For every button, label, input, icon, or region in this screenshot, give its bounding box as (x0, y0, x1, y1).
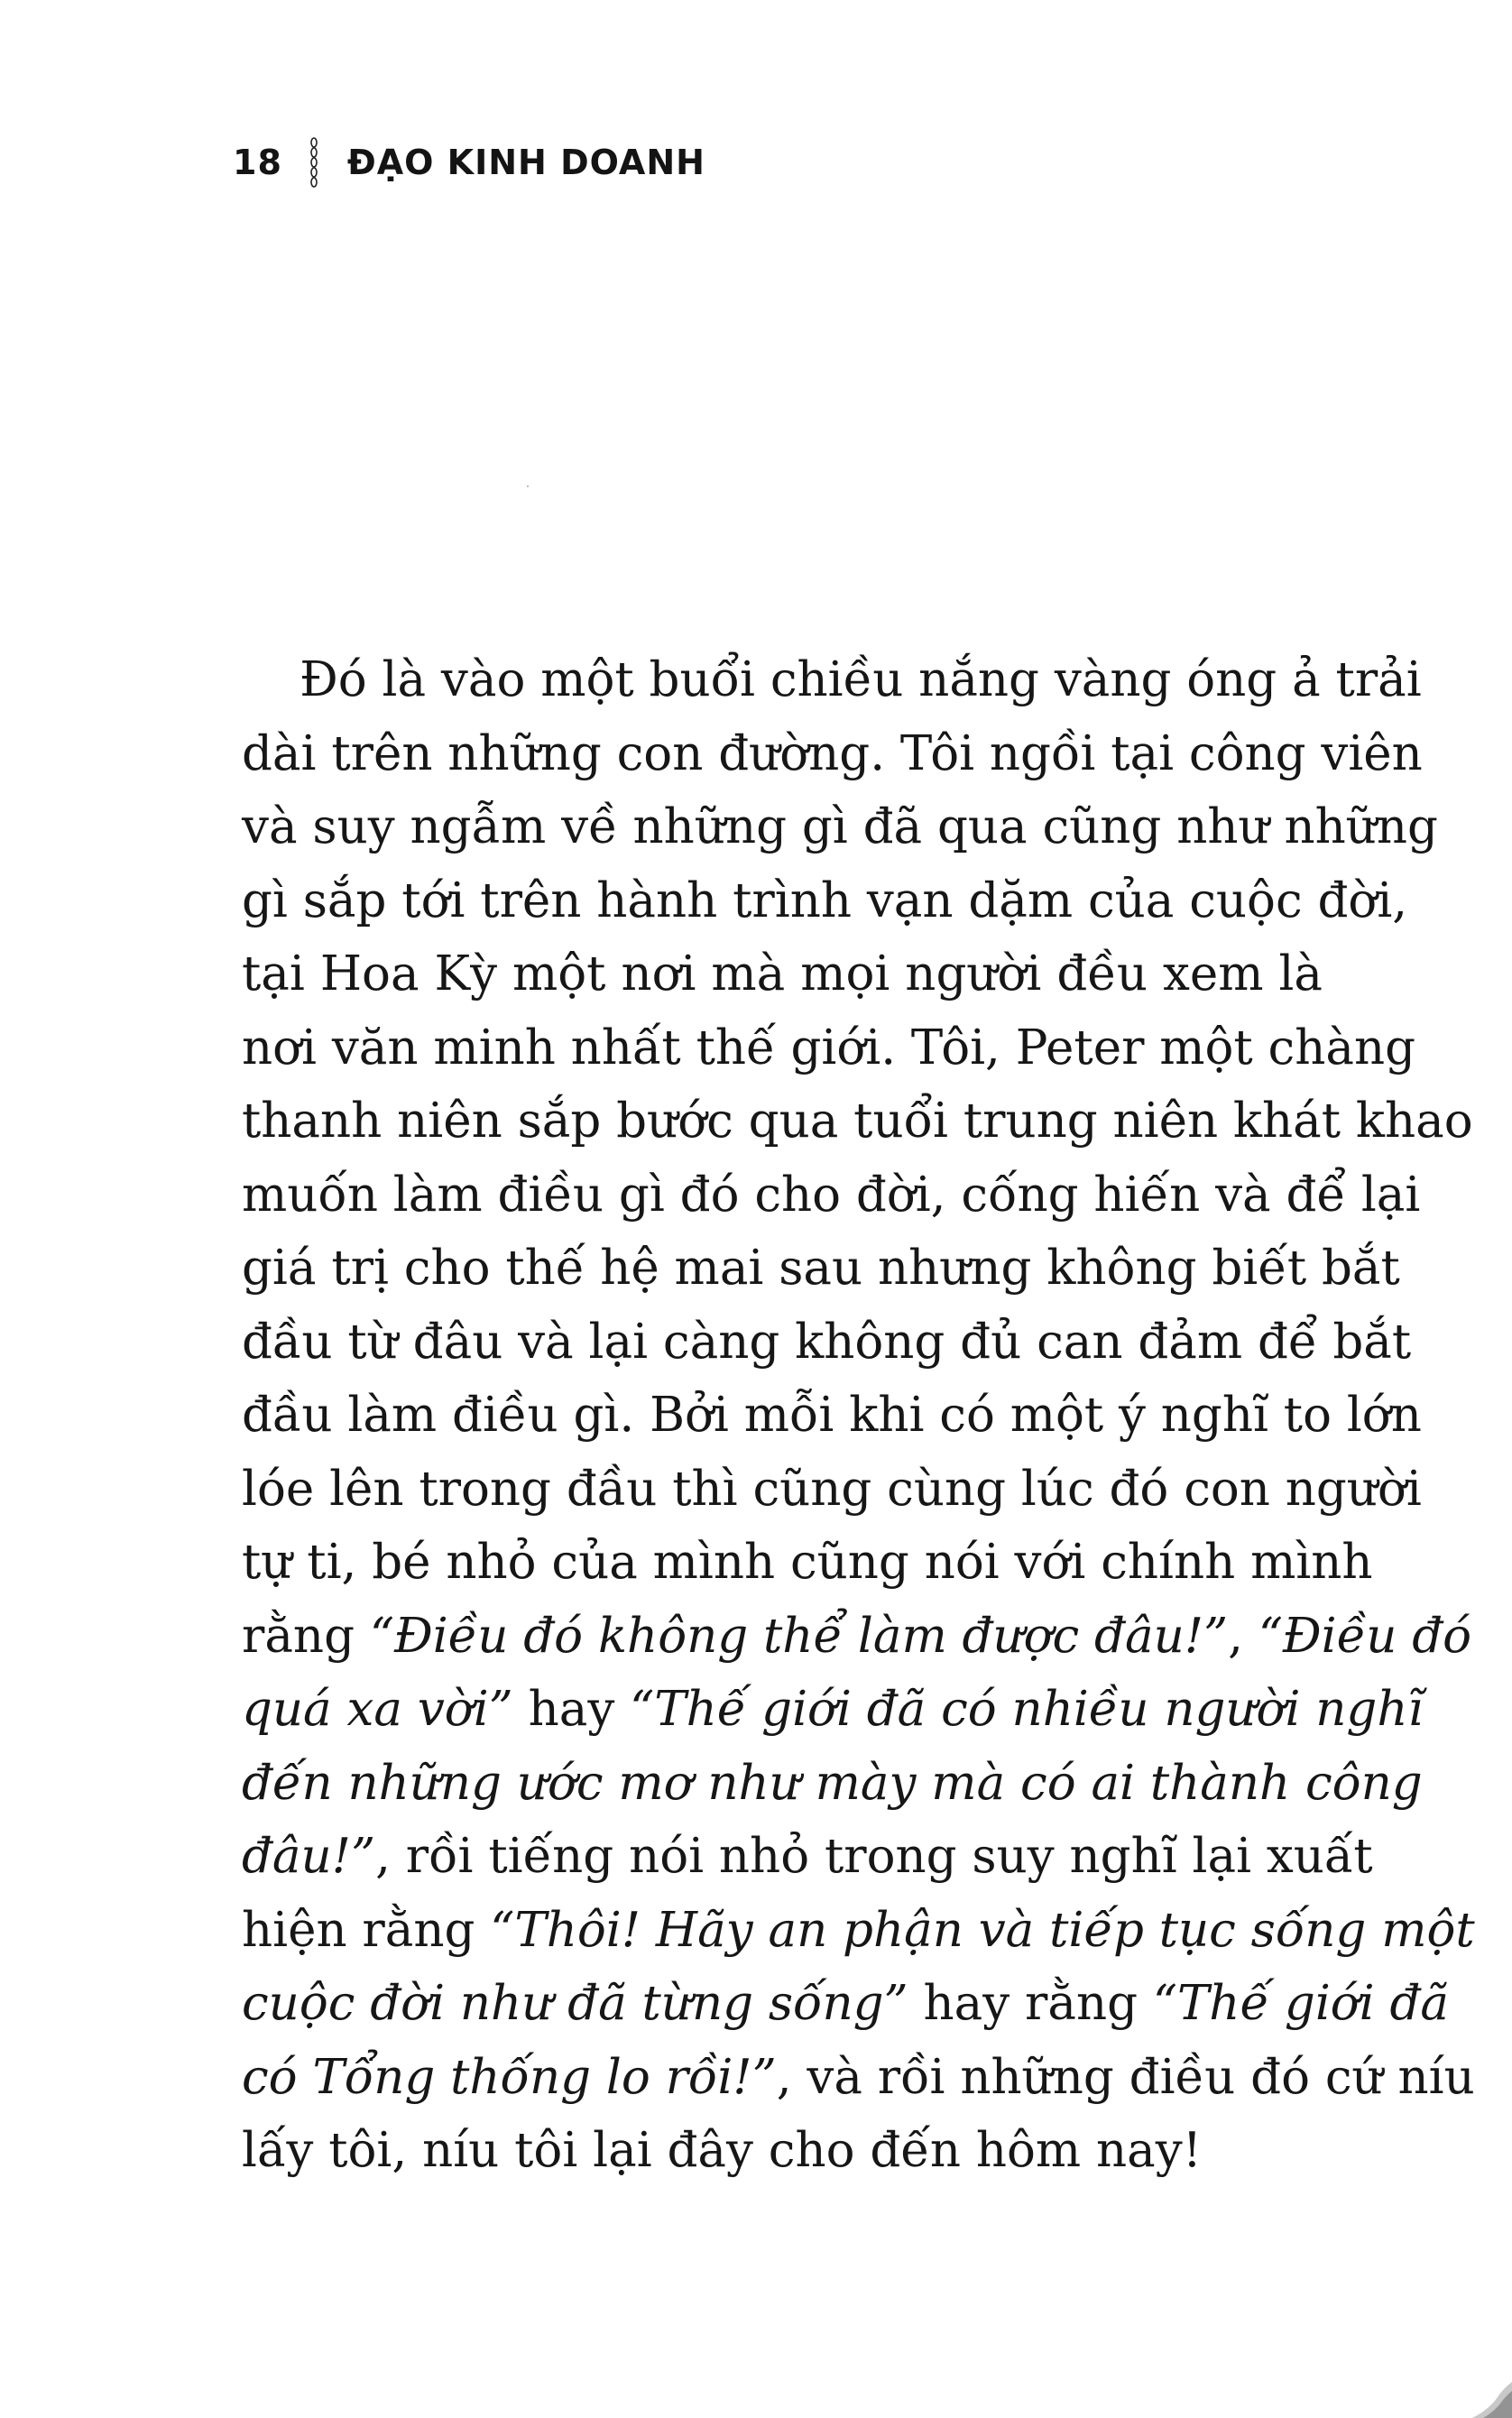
text-line (242, 2114, 1323, 2188)
body-paragraph (242, 643, 1475, 2188)
text-line (242, 1526, 1373, 1600)
italic-quote-segment: “Thôi! Hãy an phận và tiếp tục sống một (490, 1902, 1475, 1958)
text-line (242, 864, 1408, 938)
italic-quote-segment: đâu!” (242, 1829, 376, 1884)
italic-quote-segment: có Tổng thống lo rồi!” (242, 2049, 777, 2105)
italic-quote-segment: “Điều đó (1258, 1608, 1472, 1664)
text-segment: và suy ngẫm về những gì đã qua cũng như những (242, 799, 1438, 854)
italic-quote-segment: quá xa vời” (242, 1682, 513, 1737)
text-segment: hay rằng (908, 1976, 1153, 2031)
text-line (242, 1011, 1416, 1085)
text-line (242, 937, 1323, 1011)
text-segment: gì sắp tới trên hành trình vạn dặm của cuộc đời, (242, 872, 1408, 928)
chain-ornament-icon (309, 137, 318, 188)
text-line (242, 1379, 1422, 1453)
text-segment: , (1228, 1608, 1258, 1664)
text-line (242, 1600, 1472, 1674)
text-segment: dài trên những con đường. Tôi ngồi tại công viên (242, 725, 1423, 781)
text-segment: đầu làm điều gì. Bởi mỗi khi có một ý nghĩ to lớn (242, 1388, 1422, 1443)
text-segment: giá trị cho thế hệ mai sau nhưng không biết bắt (242, 1241, 1400, 1296)
text-segment: đầu từ đâu và lại càng không đủ can đảm để bắt (242, 1314, 1412, 1370)
text-line (242, 2041, 1475, 2115)
italic-quote-segment: “Thế giới đã (1152, 1976, 1450, 2031)
text-line (242, 643, 1422, 717)
text-segment: hay (512, 1682, 631, 1737)
italic-quote-segment: đến những ước mơ như mày mà có ai thành công (242, 1755, 1423, 1811)
text-segment: lóe lên trong đầu thì cũng cùng lúc đó con người (242, 1461, 1422, 1517)
text-segment: muốn làm điều gì đó cho đời, cống hiến và để lại (242, 1167, 1421, 1223)
text-line (242, 1084, 1473, 1158)
text-line (242, 717, 1423, 791)
text-line (242, 1306, 1412, 1380)
text-segment: , rồi tiếng nói nhỏ trong suy nghĩ lại xuất (375, 1829, 1373, 1884)
text-segment: nơi văn minh nhất thế giới. Tôi, Peter một chàng (242, 1020, 1416, 1075)
italic-quote-segment: “Điều đó không thể làm được đâu!” (369, 1608, 1229, 1664)
italic-quote-segment: “Thế giới đã có nhiều người nghĩ (630, 1682, 1424, 1737)
text-segment: thanh niên sắp bước qua tuổi trung niên khát khao (242, 1094, 1473, 1149)
page-number: 18 (233, 143, 282, 182)
text-line (242, 1747, 1423, 1821)
text-segment: rằng (242, 1608, 370, 1664)
page-corner-shadow (1472, 2382, 1512, 2418)
text-segment: hiện rằng (242, 1902, 491, 1958)
text-line (242, 1158, 1421, 1232)
text-segment: , và rồi những điều đó cứ níu (776, 2049, 1475, 2105)
text-segment: Đó là vào một buổi chiều nắng vàng óng ả trải (300, 652, 1422, 707)
running-title: ĐẠO KINH DOANH (346, 143, 705, 182)
text-line (242, 1820, 1373, 1894)
text-line (242, 1967, 1450, 2041)
running-header (233, 135, 705, 189)
text-line (242, 1453, 1422, 1527)
text-line (242, 790, 1438, 864)
italic-quote-segment: cuộc đời như đã từng sống” (242, 1976, 908, 2031)
text-segment: lấy tôi, níu tôi lại đây cho đến hôm nay! (242, 2123, 1203, 2178)
text-line (242, 1673, 1424, 1747)
text-line (242, 1232, 1400, 1306)
scan-speck (527, 485, 529, 487)
text-segment: tự ti, bé nhỏ của mình cũng nói với chính mình (242, 1535, 1373, 1590)
text-line (242, 1894, 1475, 1968)
text-segment: tại Hoa Kỳ một nơi mà mọi người đều xem là (242, 946, 1323, 1001)
